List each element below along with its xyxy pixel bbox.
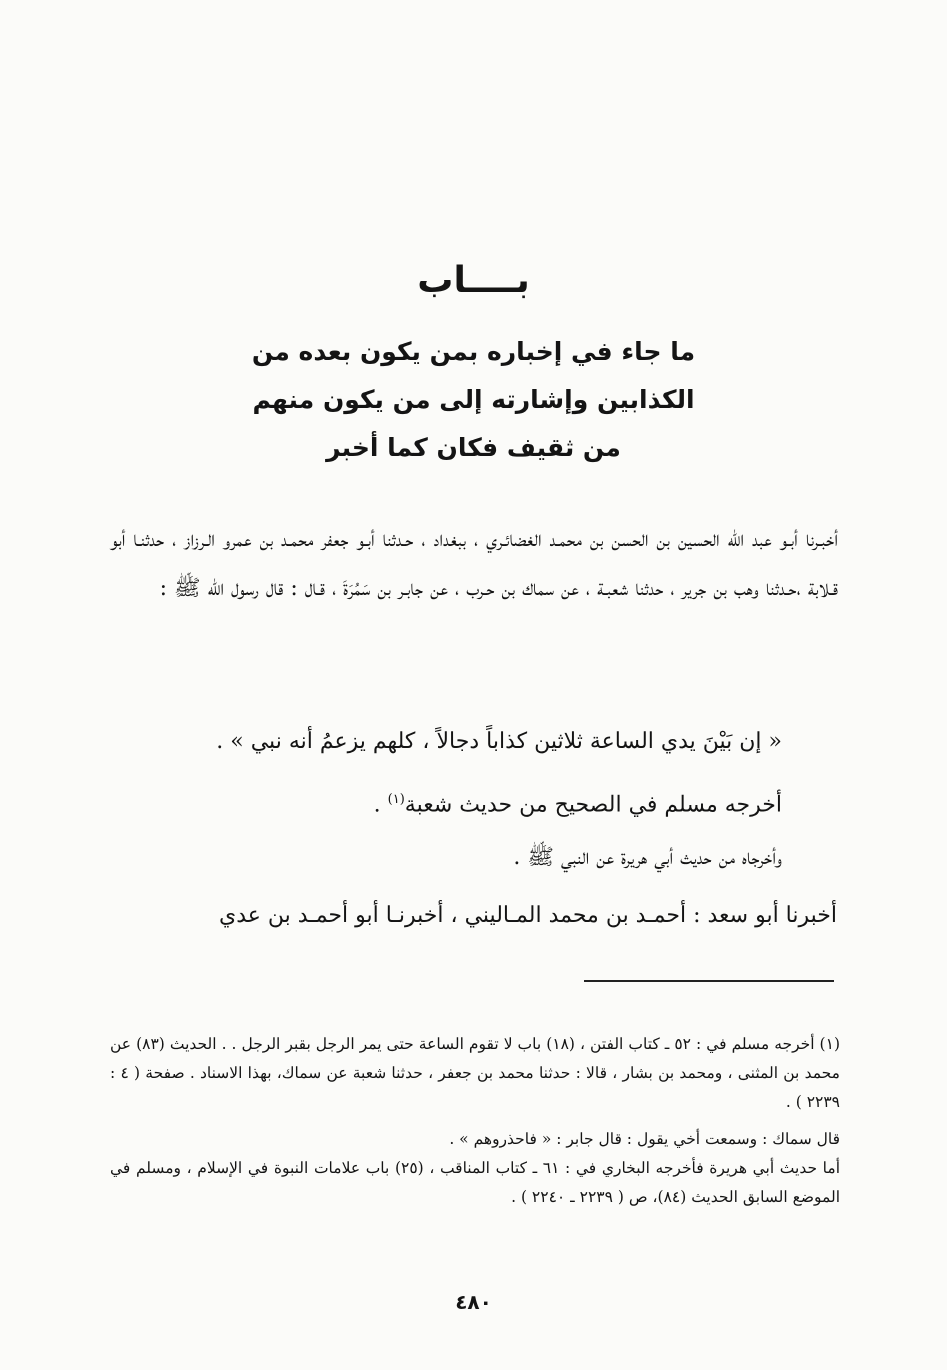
subtitle-line-2: الكذابين وإشارته إلى من يكون منهم <box>252 385 695 414</box>
page-number: ٤٨٠ <box>455 1290 492 1314</box>
footnote-marker: (١) <box>387 792 405 807</box>
chapter-heading: بــــاب <box>417 260 530 301</box>
isnad-paragraph-2: أخبرنا أبو سعد : أحمـد بن محمد المـاليني ، أخبرنـا أبو أحمـد بن عدي <box>218 903 837 928</box>
hadith-text: « إن بَيْنَ يدي الساعة ثلاثين كذاباً دجالاً ، كلهم يزعمُ أنه نبي » . <box>216 729 782 754</box>
footnote-2: قال سماك : وسمعت أخي يقول : قال جابر : « فاحذروهم » . <box>449 1130 840 1148</box>
takhrij-note-1 <box>374 780 782 825</box>
subtitle-line-3: من ثقيف فكان كما أخبر <box>326 433 621 462</box>
footnote-separator <box>584 980 834 982</box>
isnad-paragraph: أخبـرنا أبـو عبد الله الحسين بن الحسن بن محمـد الغضائـري ، ببغداد ، حـدثنا أبـو جعفر محمـد بن عمرو الـرزاز ، حدثنـا أبو قـلابة ،حـدثنا وهب بن جرير ، حدثنا شعبـة ، عن سماك بن حـرب ، عن جابـر بن سَمُرَةَ ، قـال : قال رسول الله ﷺ : <box>110 527 838 601</box>
takhrij-note-1-end: . <box>373 792 388 818</box>
subtitle-line-1: ما جاء في إخباره بمن يكون بعده من <box>251 337 696 366</box>
footnote-3: أما حديث أبي هريرة فأخرجه البخاري في : ٦١ ـ كتاب المناقب ، (٢٥) باب علامات النبوة في الإسلام ، ومسلم في الموضع السابق الحديث (٨٤)، ص ( ٢٢٣٩ ـ ٢٢٤٠ ) . <box>110 1159 841 1206</box>
takhrij-note-2: وأخرجاه من حديث أبي هريرة عن النبي ﷺ . <box>513 845 782 870</box>
footnotes <box>110 1030 840 1212</box>
chapter-subtitle <box>220 328 727 472</box>
takhrij-note-1-text: أخرجه مسلم في الصحيح من حديث شعبة <box>404 792 782 818</box>
footnote-1: (١) أخرجه مسلم في : ٥٢ ـ كتاب الفتن ، (١٨) باب لا تقوم الساعة حتى يمر الرجل بقبر الرجل . . الحديث (٨٣) عن محمد بن المثنى ، ومحمد بن بشار ، قالا : حدثنا محمد بن جعفر ، حدثنا شعبة عن سماك، بهذا الاسناد . صفحة ( ٤ : ٢٢٣٩ ) . <box>110 1035 840 1111</box>
